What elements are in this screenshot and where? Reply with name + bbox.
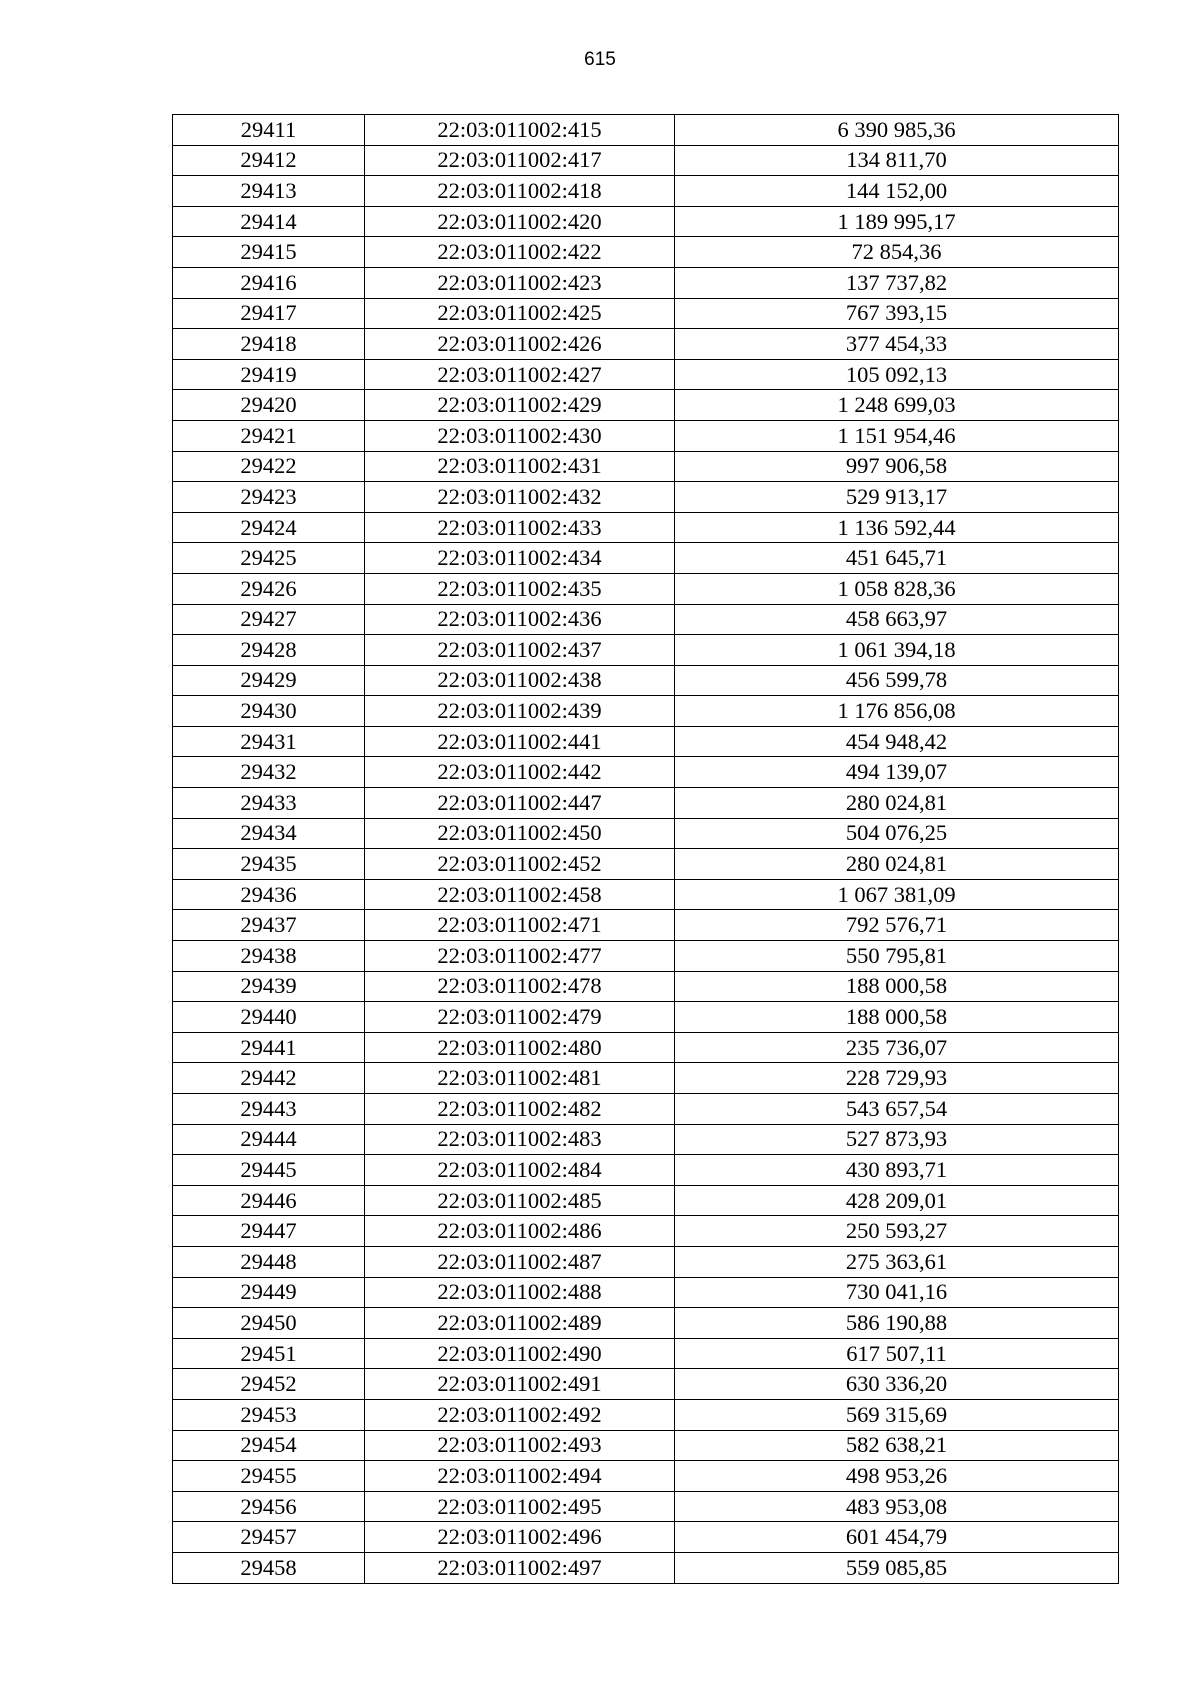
value-cell: 494 139,07 bbox=[675, 757, 1119, 788]
table-row bbox=[173, 1094, 1119, 1125]
row-number-cell: 29456 bbox=[173, 1491, 365, 1522]
row-number-cell: 29429 bbox=[173, 665, 365, 696]
value-cell: 430 893,71 bbox=[675, 1155, 1119, 1186]
table-row bbox=[173, 1185, 1119, 1216]
table-row bbox=[173, 1308, 1119, 1339]
value-cell: 456 599,78 bbox=[675, 665, 1119, 696]
row-number-cell: 29455 bbox=[173, 1461, 365, 1492]
cadastral-number-cell: 22:03:011002:426 bbox=[365, 329, 675, 360]
value-cell: 235 736,07 bbox=[675, 1032, 1119, 1063]
row-number-cell: 29446 bbox=[173, 1185, 365, 1216]
table-row bbox=[173, 726, 1119, 757]
value-cell: 550 795,81 bbox=[675, 941, 1119, 972]
value-cell: 458 663,97 bbox=[675, 604, 1119, 635]
cadastral-number-cell: 22:03:011002:442 bbox=[365, 757, 675, 788]
table-row bbox=[173, 1277, 1119, 1308]
row-number-cell: 29448 bbox=[173, 1246, 365, 1277]
table-row bbox=[173, 1063, 1119, 1094]
value-cell: 1 248 699,03 bbox=[675, 390, 1119, 421]
row-number-cell: 29421 bbox=[173, 420, 365, 451]
table-row bbox=[173, 1246, 1119, 1277]
row-number-cell: 29439 bbox=[173, 971, 365, 1002]
value-cell: 504 076,25 bbox=[675, 818, 1119, 849]
table-row bbox=[173, 359, 1119, 390]
row-number-cell: 29452 bbox=[173, 1369, 365, 1400]
value-cell: 188 000,58 bbox=[675, 971, 1119, 1002]
table-row bbox=[173, 971, 1119, 1002]
value-cell: 1 136 592,44 bbox=[675, 512, 1119, 543]
cadastral-number-cell: 22:03:011002:477 bbox=[365, 941, 675, 972]
row-number-cell: 29423 bbox=[173, 482, 365, 513]
value-cell: 1 176 856,08 bbox=[675, 696, 1119, 727]
value-cell: 730 041,16 bbox=[675, 1277, 1119, 1308]
table-row bbox=[173, 1216, 1119, 1247]
cadastral-number-cell: 22:03:011002:492 bbox=[365, 1399, 675, 1430]
cadastral-number-cell: 22:03:011002:425 bbox=[365, 298, 675, 329]
cadastral-number-cell: 22:03:011002:434 bbox=[365, 543, 675, 574]
row-number-cell: 29447 bbox=[173, 1216, 365, 1247]
table-row bbox=[173, 1155, 1119, 1186]
value-cell: 377 454,33 bbox=[675, 329, 1119, 360]
cadastral-number-cell: 22:03:011002:423 bbox=[365, 267, 675, 298]
table-row bbox=[173, 818, 1119, 849]
row-number-cell: 29457 bbox=[173, 1522, 365, 1553]
cadastral-number-cell: 22:03:011002:452 bbox=[365, 849, 675, 880]
table-row bbox=[173, 1002, 1119, 1033]
table-row bbox=[173, 1430, 1119, 1461]
value-cell: 250 593,27 bbox=[675, 1216, 1119, 1247]
cadastral-number-cell: 22:03:011002:485 bbox=[365, 1185, 675, 1216]
row-number-cell: 29424 bbox=[173, 512, 365, 543]
cadastral-number-cell: 22:03:011002:420 bbox=[365, 206, 675, 237]
row-number-cell: 29426 bbox=[173, 573, 365, 604]
cadastral-number-cell: 22:03:011002:493 bbox=[365, 1430, 675, 1461]
cadastral-number-cell: 22:03:011002:480 bbox=[365, 1032, 675, 1063]
value-cell: 601 454,79 bbox=[675, 1522, 1119, 1553]
row-number-cell: 29428 bbox=[173, 635, 365, 666]
row-number-cell: 29437 bbox=[173, 910, 365, 941]
row-number-cell: 29430 bbox=[173, 696, 365, 727]
cadastral-number-cell: 22:03:011002:488 bbox=[365, 1277, 675, 1308]
table-row bbox=[173, 788, 1119, 819]
value-cell: 105 092,13 bbox=[675, 359, 1119, 390]
table-row bbox=[173, 1491, 1119, 1522]
table-row bbox=[173, 329, 1119, 360]
row-number-cell: 29418 bbox=[173, 329, 365, 360]
cadastral-number-cell: 22:03:011002:430 bbox=[365, 420, 675, 451]
table-row bbox=[173, 1338, 1119, 1369]
value-cell: 72 854,36 bbox=[675, 237, 1119, 268]
row-number-cell: 29444 bbox=[173, 1124, 365, 1155]
row-number-cell: 29416 bbox=[173, 267, 365, 298]
table-row bbox=[173, 298, 1119, 329]
value-cell: 1 151 954,46 bbox=[675, 420, 1119, 451]
table-row bbox=[173, 267, 1119, 298]
row-number-cell: 29449 bbox=[173, 1277, 365, 1308]
value-cell: 275 363,61 bbox=[675, 1246, 1119, 1277]
table-row bbox=[173, 1032, 1119, 1063]
cadastral-number-cell: 22:03:011002:496 bbox=[365, 1522, 675, 1553]
cadastral-number-cell: 22:03:011002:481 bbox=[365, 1063, 675, 1094]
cadastral-number-cell: 22:03:011002:415 bbox=[365, 115, 675, 146]
row-number-cell: 29438 bbox=[173, 941, 365, 972]
cadastral-number-cell: 22:03:011002:479 bbox=[365, 1002, 675, 1033]
value-cell: 529 913,17 bbox=[675, 482, 1119, 513]
row-number-cell: 29411 bbox=[173, 115, 365, 146]
cadastral-number-cell: 22:03:011002:417 bbox=[365, 145, 675, 176]
value-cell: 792 576,71 bbox=[675, 910, 1119, 941]
row-number-cell: 29443 bbox=[173, 1094, 365, 1125]
cadastral-number-cell: 22:03:011002:431 bbox=[365, 451, 675, 482]
cadastral-number-cell: 22:03:011002:478 bbox=[365, 971, 675, 1002]
value-cell: 280 024,81 bbox=[675, 849, 1119, 880]
value-cell: 6 390 985,36 bbox=[675, 115, 1119, 146]
value-cell: 997 906,58 bbox=[675, 451, 1119, 482]
cadastral-number-cell: 22:03:011002:490 bbox=[365, 1338, 675, 1369]
value-cell: 1 061 394,18 bbox=[675, 635, 1119, 666]
row-number-cell: 29458 bbox=[173, 1552, 365, 1583]
cadastral-number-cell: 22:03:011002:418 bbox=[365, 176, 675, 207]
value-cell: 137 737,82 bbox=[675, 267, 1119, 298]
table-row bbox=[173, 237, 1119, 268]
value-cell: 559 085,85 bbox=[675, 1552, 1119, 1583]
cadastral-number-cell: 22:03:011002:491 bbox=[365, 1369, 675, 1400]
value-cell: 144 152,00 bbox=[675, 176, 1119, 207]
row-number-cell: 29435 bbox=[173, 849, 365, 880]
table-row bbox=[173, 604, 1119, 635]
cadastral-number-cell: 22:03:011002:427 bbox=[365, 359, 675, 390]
cadastral-number-cell: 22:03:011002:429 bbox=[365, 390, 675, 421]
cadastral-number-cell: 22:03:011002:471 bbox=[365, 910, 675, 941]
cadastral-number-cell: 22:03:011002:483 bbox=[365, 1124, 675, 1155]
table-row bbox=[173, 206, 1119, 237]
row-number-cell: 29434 bbox=[173, 818, 365, 849]
cadastral-number-cell: 22:03:011002:494 bbox=[365, 1461, 675, 1492]
cadastral-number-cell: 22:03:011002:497 bbox=[365, 1552, 675, 1583]
row-number-cell: 29432 bbox=[173, 757, 365, 788]
data-table bbox=[172, 114, 1119, 1584]
row-number-cell: 29451 bbox=[173, 1338, 365, 1369]
cadastral-number-cell: 22:03:011002:436 bbox=[365, 604, 675, 635]
cadastral-number-cell: 22:03:011002:435 bbox=[365, 573, 675, 604]
value-cell: 527 873,93 bbox=[675, 1124, 1119, 1155]
row-number-cell: 29450 bbox=[173, 1308, 365, 1339]
row-number-cell: 29419 bbox=[173, 359, 365, 390]
cadastral-number-cell: 22:03:011002:450 bbox=[365, 818, 675, 849]
table-row bbox=[173, 115, 1119, 146]
value-cell: 767 393,15 bbox=[675, 298, 1119, 329]
table-row bbox=[173, 573, 1119, 604]
cadastral-number-cell: 22:03:011002:458 bbox=[365, 879, 675, 910]
cadastral-number-cell: 22:03:011002:422 bbox=[365, 237, 675, 268]
cadastral-number-cell: 22:03:011002:495 bbox=[365, 1491, 675, 1522]
page-number: 615 bbox=[584, 49, 616, 70]
table-row bbox=[173, 1552, 1119, 1583]
value-cell: 428 209,01 bbox=[675, 1185, 1119, 1216]
value-cell: 569 315,69 bbox=[675, 1399, 1119, 1430]
cadastral-number-cell: 22:03:011002:482 bbox=[365, 1094, 675, 1125]
cadastral-number-cell: 22:03:011002:484 bbox=[365, 1155, 675, 1186]
table-row bbox=[173, 482, 1119, 513]
cadastral-number-cell: 22:03:011002:433 bbox=[365, 512, 675, 543]
table-row bbox=[173, 879, 1119, 910]
cadastral-number-cell: 22:03:011002:439 bbox=[365, 696, 675, 727]
table-row bbox=[173, 543, 1119, 574]
row-number-cell: 29454 bbox=[173, 1430, 365, 1461]
row-number-cell: 29420 bbox=[173, 390, 365, 421]
value-cell: 543 657,54 bbox=[675, 1094, 1119, 1125]
table-row bbox=[173, 420, 1119, 451]
value-cell: 586 190,88 bbox=[675, 1308, 1119, 1339]
table-row bbox=[173, 941, 1119, 972]
table-row bbox=[173, 1522, 1119, 1553]
value-cell: 454 948,42 bbox=[675, 726, 1119, 757]
value-cell: 630 336,20 bbox=[675, 1369, 1119, 1400]
row-number-cell: 29453 bbox=[173, 1399, 365, 1430]
row-number-cell: 29415 bbox=[173, 237, 365, 268]
row-number-cell: 29422 bbox=[173, 451, 365, 482]
value-cell: 483 953,08 bbox=[675, 1491, 1119, 1522]
row-number-cell: 29425 bbox=[173, 543, 365, 574]
cadastral-number-cell: 22:03:011002:486 bbox=[365, 1216, 675, 1247]
row-number-cell: 29436 bbox=[173, 879, 365, 910]
cadastral-number-cell: 22:03:011002:487 bbox=[365, 1246, 675, 1277]
row-number-cell: 29414 bbox=[173, 206, 365, 237]
table-row bbox=[173, 635, 1119, 666]
value-cell: 1 067 381,09 bbox=[675, 879, 1119, 910]
table-row bbox=[173, 1369, 1119, 1400]
cadastral-number-cell: 22:03:011002:438 bbox=[365, 665, 675, 696]
cadastral-number-cell: 22:03:011002:447 bbox=[365, 788, 675, 819]
row-number-cell: 29427 bbox=[173, 604, 365, 635]
cadastral-number-cell: 22:03:011002:432 bbox=[365, 482, 675, 513]
row-number-cell: 29445 bbox=[173, 1155, 365, 1186]
value-cell: 582 638,21 bbox=[675, 1430, 1119, 1461]
row-number-cell: 29413 bbox=[173, 176, 365, 207]
cadastral-number-cell: 22:03:011002:441 bbox=[365, 726, 675, 757]
value-cell: 617 507,11 bbox=[675, 1338, 1119, 1369]
value-cell: 280 024,81 bbox=[675, 788, 1119, 819]
table-body bbox=[173, 115, 1119, 1584]
value-cell: 1 189 995,17 bbox=[675, 206, 1119, 237]
table-row bbox=[173, 910, 1119, 941]
value-cell: 498 953,26 bbox=[675, 1461, 1119, 1492]
table-row bbox=[173, 512, 1119, 543]
table-row bbox=[173, 1461, 1119, 1492]
cadastral-number-cell: 22:03:011002:437 bbox=[365, 635, 675, 666]
table-row bbox=[173, 390, 1119, 421]
table-row bbox=[173, 176, 1119, 207]
row-number-cell: 29433 bbox=[173, 788, 365, 819]
value-cell: 228 729,93 bbox=[675, 1063, 1119, 1094]
table-row bbox=[173, 665, 1119, 696]
row-number-cell: 29440 bbox=[173, 1002, 365, 1033]
row-number-cell: 29441 bbox=[173, 1032, 365, 1063]
value-cell: 451 645,71 bbox=[675, 543, 1119, 574]
table-row bbox=[173, 696, 1119, 727]
row-number-cell: 29442 bbox=[173, 1063, 365, 1094]
row-number-cell: 29417 bbox=[173, 298, 365, 329]
table-row bbox=[173, 1399, 1119, 1430]
table-row bbox=[173, 1124, 1119, 1155]
table-row bbox=[173, 757, 1119, 788]
value-cell: 188 000,58 bbox=[675, 1002, 1119, 1033]
value-cell: 134 811,70 bbox=[675, 145, 1119, 176]
table-row bbox=[173, 451, 1119, 482]
table-row bbox=[173, 145, 1119, 176]
cadastral-number-cell: 22:03:011002:489 bbox=[365, 1308, 675, 1339]
table-row bbox=[173, 849, 1119, 880]
value-cell: 1 058 828,36 bbox=[675, 573, 1119, 604]
row-number-cell: 29431 bbox=[173, 726, 365, 757]
row-number-cell: 29412 bbox=[173, 145, 365, 176]
